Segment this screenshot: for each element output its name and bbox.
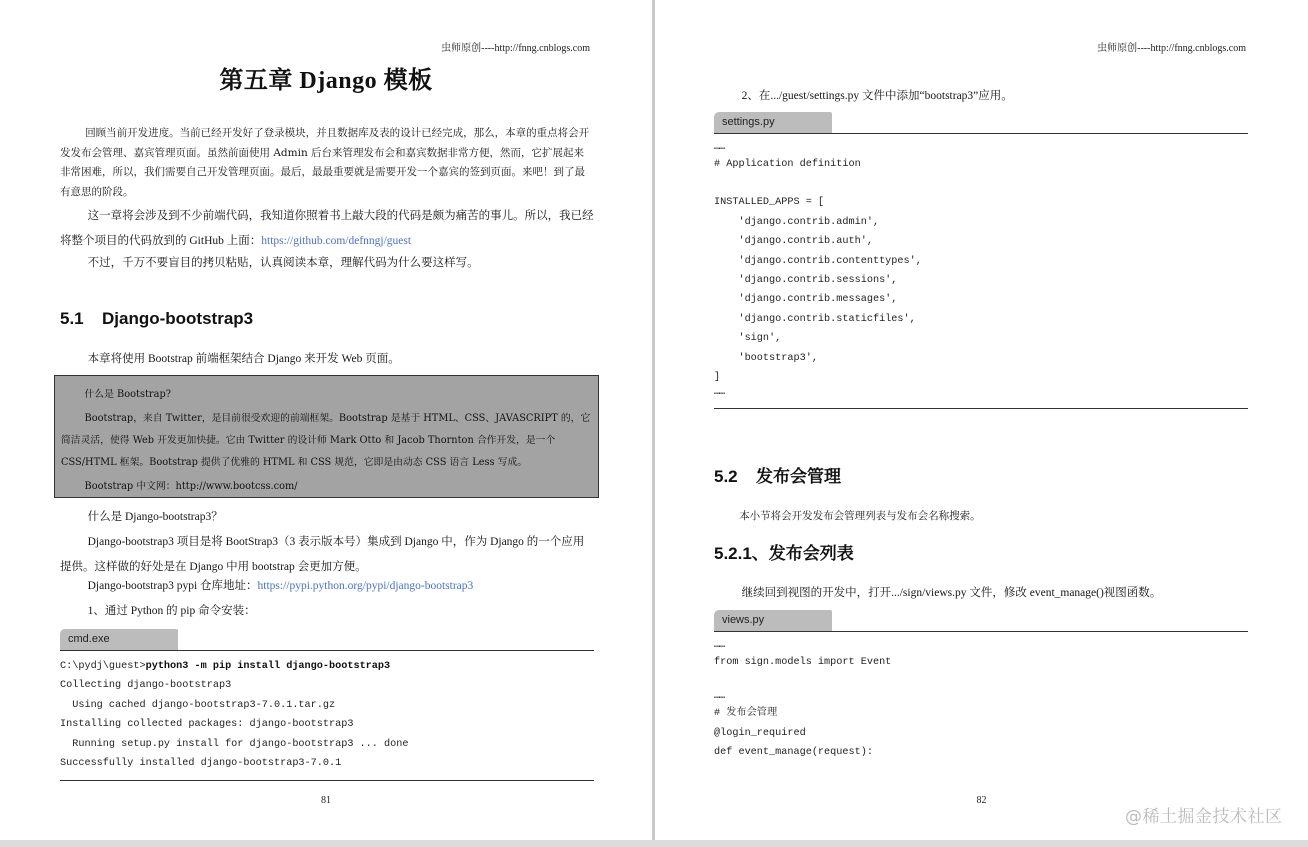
code-tab-bar <box>60 629 594 651</box>
settings-code-block <box>714 112 1248 409</box>
views-code-block <box>714 610 1248 763</box>
code-line: 'sign', <box>714 333 782 345</box>
code-line: Collecting django-bootstrap3 <box>60 680 232 692</box>
ellipsis: …… <box>714 142 725 153</box>
subsection-heading-5-2-1: 5.2.1、发布会列表 <box>714 544 854 563</box>
code-line: Installing collected packages: django-bootstrap3 <box>60 719 354 731</box>
code-line: 'django.contrib.admin', <box>714 216 880 228</box>
code-line: 'bootstrap3', <box>714 352 818 364</box>
code-line: Successfully installed django-bootstrap3-7.0.1 <box>60 758 342 770</box>
note-body: Bootstrap，来自 Twitter，是目前很受欢迎的前端框架。Bootstrap 是基于 HTML、CSS、JAVASCRIPT 的，它简洁灵活，使得 Web 开发更加快捷。它由 Twitter 的设计师 Mark Otto 和 Jacob Thornton 合作开发，是一个 CSS/HTML 框架。Bootstrap 提供了优雅的 HTML 和 CSS 规范，它即是由动态 CSS 语言 Less 写成。 <box>61 413 591 468</box>
code-tab-views: views.py <box>714 610 832 631</box>
intro-paragraph-2: 这一章将会涉及到不少前端代码，我知道你照着书上敲大段的代码是颇为痛苦的事儿。所以，我已经将整个项目的代码放到的 GitHub 上面：https://github.com/defnngj/guest <box>60 210 594 247</box>
code-decorator: @login_required <box>714 727 806 739</box>
code-comment: # 发布会管理 <box>714 708 778 720</box>
code-line: 'django.contrib.contenttypes', <box>714 255 922 267</box>
section-heading-5-2: 5.2 发布会管理 <box>714 467 841 486</box>
code-block-bottom-rule <box>714 408 1248 409</box>
code-line: INSTALLED_APPS = [ <box>714 197 825 209</box>
code-line: 'django.contrib.staticfiles', <box>714 313 916 325</box>
django-bootstrap3-description: Django-bootstrap3 项目是将 BootStrap3（3 表示版本号）集成到 Django 中，作为 Django 的一个应用提供。这样做的好处是在 Django 中用 bootstrap 会更加方便。 <box>60 536 585 573</box>
intro-paragraph-1: 回顾当前开发进度。当前已经开发好了登录模块，并且数据库及表的设计已经完成，那么，本章的重点将会开发发布会管理、嘉宾管理页面。虽然前面使用 Admin 后台来管理发布会和嘉宾数据非常方便，然而，它扩展起来非常困难，所以，我们需要自己开发管理页面。最后，最最重要就是需要开发一个嘉宾的签到页面。来吧！到了最有意思的阶段。 <box>60 127 590 198</box>
code-line: 'django.contrib.messages', <box>714 294 898 306</box>
code-comment: # Application definition <box>714 159 861 170</box>
section-heading-5-1: 5.1 Django-bootstrap3 <box>60 309 254 328</box>
cmd-code-block <box>60 629 594 781</box>
code-line: Running setup.py install for django-bootstrap3 ... done <box>60 738 409 750</box>
header-note: 虫师原创----http://fnng.cnblogs.com <box>1097 43 1246 54</box>
bootstrap-note-box <box>54 375 599 498</box>
ellipsis: …… <box>714 640 725 651</box>
section-intro: 本章将使用 Bootstrap 前端框架结合 Django 来开发 Web 页面。 <box>87 353 400 365</box>
intro-paragraph-3: 不过，千万不要盲目的拷贝粘贴，认真阅读本章，理解代码为什么要这样写。 <box>87 257 479 269</box>
code-blank-line <box>714 672 1248 691</box>
chapter-title: 第五章 Django 模板 <box>219 68 433 94</box>
code-line: ] <box>714 372 721 384</box>
pypi-line: Django-bootstrap3 pypi 仓库地址：https://pypi.python.org/pypi/django-bootstrap3 <box>87 580 474 592</box>
code-tab-settings: settings.py <box>714 112 832 133</box>
code-tab-bar <box>714 112 1248 134</box>
code-import: from sign.models import Event <box>714 657 892 668</box>
ellipsis: …… <box>714 691 725 703</box>
note-site: Bootstrap 中文网：http://www.bootcss.com/ <box>84 481 298 492</box>
page-82 <box>655 0 1308 840</box>
page-number: 82 <box>976 795 987 806</box>
page-81 <box>0 0 652 840</box>
page-number: 81 <box>321 795 331 806</box>
github-link[interactable]: https://github.com/defnngj/guest <box>261 235 412 247</box>
watermark: @稀土掘金技术社区 <box>1125 807 1283 827</box>
step-2: 2、在.../guest/settings.py 文件中添加“bootstrap3”应用。 <box>741 90 1013 102</box>
header-note: 虫师原创----http://fnng.cnblogs.com <box>441 43 590 54</box>
code-line: 'django.contrib.sessions', <box>714 275 898 287</box>
what-is-django-bootstrap3: 什么是 Django-bootstrap3？ <box>87 511 223 523</box>
code-def: def event_manage(request): <box>714 747 873 759</box>
ellipsis: …… <box>714 387 725 399</box>
section-intro: 本小节将会开发发布会管理列表与发布会名称搜索。 <box>739 510 981 522</box>
pypi-link[interactable]: https://pypi.python.org/pypi/django-bootstrap3 <box>257 580 474 592</box>
note-question: 什么是 Bootstrap? <box>84 389 171 400</box>
code-tab-cmd: cmd.exe <box>60 629 178 650</box>
code-blank-line <box>714 174 1248 193</box>
code-line: Using cached django-bootstrap3-7.0.1.tar.gz <box>60 699 336 711</box>
subsection-intro: 继续回到视图的开发中，打开.../sign/views.py 文件，修改 event_manage()视图函数。 <box>741 587 1162 599</box>
viewer-bottom-bar <box>0 840 1308 847</box>
code-block-bottom-rule <box>60 780 594 781</box>
code-command-line: C:\pydj\guest>python3 -m pip install django-bootstrap3 <box>60 661 391 672</box>
step-1: 1、通过 Python 的 pip 命令安装： <box>87 605 256 617</box>
code-line: 'django.contrib.auth', <box>714 236 873 248</box>
code-tab-bar <box>714 610 1248 632</box>
